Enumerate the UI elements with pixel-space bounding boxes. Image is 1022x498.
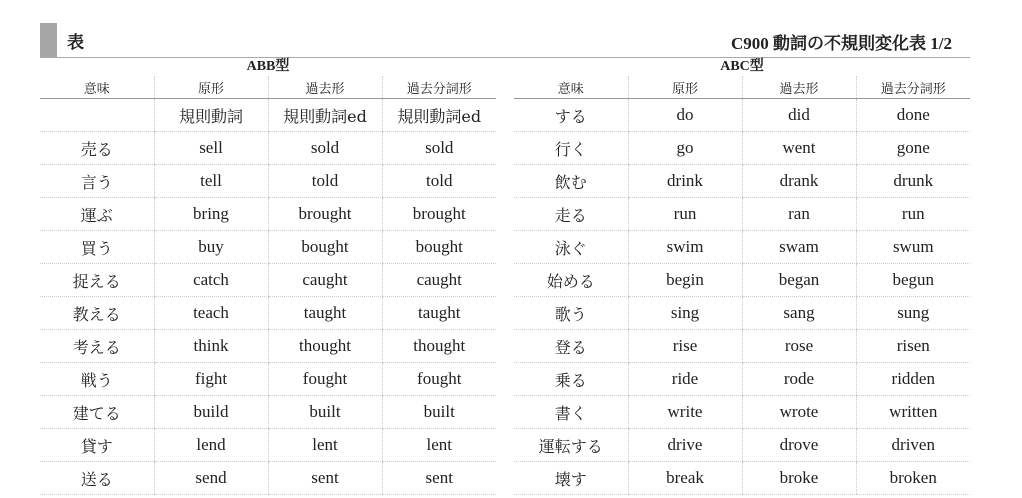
meaning-cell: 運転する xyxy=(514,429,628,462)
past-form-cell: taught xyxy=(268,297,382,330)
meaning-cell: 壊す xyxy=(514,462,628,495)
base-form-cell: break xyxy=(628,462,742,495)
past-participle-cell: gone xyxy=(856,132,970,165)
past-participle-cell: sent xyxy=(382,462,496,495)
table-row xyxy=(514,363,970,396)
past-form-cell: rode xyxy=(742,363,856,396)
past-participle-cell: drunk xyxy=(856,165,970,198)
past-form-cell: fought xyxy=(268,363,382,396)
table-row xyxy=(514,99,970,132)
past-form-cell: 規則動詞ed xyxy=(268,99,382,132)
table-row xyxy=(514,429,970,462)
col-header-meaning: 意味 xyxy=(514,76,628,99)
table-row xyxy=(514,330,970,363)
past-form-cell: ran xyxy=(742,198,856,231)
base-form-cell: build xyxy=(154,396,268,429)
col-header-past: 過去形 xyxy=(742,76,856,99)
col-header-past: 過去形 xyxy=(268,76,382,99)
meaning-cell: 泳ぐ xyxy=(514,231,628,264)
table-row xyxy=(514,165,970,198)
past-participle-cell: bought xyxy=(382,231,496,264)
table-row xyxy=(40,231,496,264)
meaning-cell: 走る xyxy=(514,198,628,231)
past-form-cell: lent xyxy=(268,429,382,462)
past-form-cell: sang xyxy=(742,297,856,330)
past-form-cell: went xyxy=(742,132,856,165)
table-row xyxy=(40,264,496,297)
abb-title: ABB型 xyxy=(246,59,290,74)
past-participle-cell: fought xyxy=(382,363,496,396)
base-form-cell: 規則動詞 xyxy=(154,99,268,132)
table-row xyxy=(40,198,496,231)
past-participle-cell: broken xyxy=(856,462,970,495)
base-form-cell: rise xyxy=(628,330,742,363)
table-row xyxy=(514,231,970,264)
table-row xyxy=(40,396,496,429)
past-participle-cell: driven xyxy=(856,429,970,462)
past-form-cell: caught xyxy=(268,264,382,297)
past-form-cell: drank xyxy=(742,165,856,198)
abc-title: ABC型 xyxy=(720,59,764,74)
base-form-cell: go xyxy=(628,132,742,165)
past-participle-cell: built xyxy=(382,396,496,429)
meaning-cell: 考える xyxy=(40,330,154,363)
base-form-cell: fight xyxy=(154,363,268,396)
meaning-cell: 飲む xyxy=(514,165,628,198)
table-row xyxy=(40,429,496,462)
base-form-cell: drink xyxy=(628,165,742,198)
abc-header-row xyxy=(514,76,970,99)
base-form-cell: think xyxy=(154,330,268,363)
base-form-cell: do xyxy=(628,99,742,132)
meaning-cell: 乗る xyxy=(514,363,628,396)
base-form-cell: sing xyxy=(628,297,742,330)
past-form-cell: built xyxy=(268,396,382,429)
table-row xyxy=(40,330,496,363)
page-title: C900 動詞の不規則変化表 1/2 xyxy=(731,34,952,53)
table-row xyxy=(40,132,496,165)
past-form-cell: wrote xyxy=(742,396,856,429)
past-form-cell: swam xyxy=(742,231,856,264)
past-participle-cell: told xyxy=(382,165,496,198)
past-form-cell: brought xyxy=(268,198,382,231)
past-form-cell: did xyxy=(742,99,856,132)
past-participle-cell: begun xyxy=(856,264,970,297)
meaning-cell: 捉える xyxy=(40,264,154,297)
base-form-cell: buy xyxy=(154,231,268,264)
meaning-cell: 買う xyxy=(40,231,154,264)
past-participle-cell: risen xyxy=(856,330,970,363)
past-participle-cell: caught xyxy=(382,264,496,297)
table-row xyxy=(514,297,970,330)
past-form-cell: thought xyxy=(268,330,382,363)
base-form-cell: bring xyxy=(154,198,268,231)
base-form-cell: send xyxy=(154,462,268,495)
meaning-cell: 貸す xyxy=(40,429,154,462)
abc-table xyxy=(514,76,970,495)
table-row xyxy=(514,264,970,297)
base-form-cell: begin xyxy=(628,264,742,297)
meaning-cell: 言う xyxy=(40,165,154,198)
past-participle-cell: swum xyxy=(856,231,970,264)
past-form-cell: told xyxy=(268,165,382,198)
table-row xyxy=(514,132,970,165)
past-form-cell: sent xyxy=(268,462,382,495)
meaning-cell: 戦う xyxy=(40,363,154,396)
base-form-cell: run xyxy=(628,198,742,231)
past-participle-cell: brought xyxy=(382,198,496,231)
meaning-cell: 登る xyxy=(514,330,628,363)
past-participle-cell: sung xyxy=(856,297,970,330)
meaning-cell: 送る xyxy=(40,462,154,495)
table-row xyxy=(514,462,970,495)
base-form-cell: catch xyxy=(154,264,268,297)
past-participle-cell: thought xyxy=(382,330,496,363)
meaning-cell xyxy=(40,99,154,132)
past-participle-cell: lent xyxy=(382,429,496,462)
past-participle-cell: 規則動詞ed xyxy=(382,99,496,132)
abb-header-row xyxy=(40,76,496,99)
past-participle-cell: done xyxy=(856,99,970,132)
table-row xyxy=(40,462,496,495)
page-header xyxy=(40,23,970,58)
past-participle-cell: sold xyxy=(382,132,496,165)
table-row xyxy=(40,297,496,330)
meaning-cell: 行く xyxy=(514,132,628,165)
col-header-base: 原形 xyxy=(154,76,268,99)
base-form-cell: ride xyxy=(628,363,742,396)
table-row xyxy=(514,198,970,231)
meaning-cell: 歌う xyxy=(514,297,628,330)
col-header-base: 原形 xyxy=(628,76,742,99)
abc-section xyxy=(514,58,970,495)
table-row xyxy=(514,396,970,429)
past-form-cell: rose xyxy=(742,330,856,363)
meaning-cell: 書く xyxy=(514,396,628,429)
meaning-cell: 売る xyxy=(40,132,154,165)
col-header-past-participle: 過去分詞形 xyxy=(856,76,970,99)
col-header-past-participle: 過去分詞形 xyxy=(382,76,496,99)
table-row xyxy=(40,363,496,396)
meaning-cell: 始める xyxy=(514,264,628,297)
past-participle-cell: taught xyxy=(382,297,496,330)
past-participle-cell: written xyxy=(856,396,970,429)
base-form-cell: tell xyxy=(154,165,268,198)
meaning-cell: 建てる xyxy=(40,396,154,429)
past-form-cell: drove xyxy=(742,429,856,462)
header-accent-bar xyxy=(40,23,57,57)
meaning-cell: する xyxy=(514,99,628,132)
base-form-cell: sell xyxy=(154,132,268,165)
meaning-cell: 教える xyxy=(40,297,154,330)
past-participle-cell: ridden xyxy=(856,363,970,396)
base-form-cell: lend xyxy=(154,429,268,462)
base-form-cell: teach xyxy=(154,297,268,330)
abb-section xyxy=(40,58,496,495)
abb-table xyxy=(40,76,496,495)
base-form-cell: write xyxy=(628,396,742,429)
section-label: 表 xyxy=(67,33,84,53)
table-row xyxy=(40,165,496,198)
past-form-cell: sold xyxy=(268,132,382,165)
meaning-cell: 運ぶ xyxy=(40,198,154,231)
table-row xyxy=(40,99,496,132)
past-participle-cell: run xyxy=(856,198,970,231)
past-form-cell: broke xyxy=(742,462,856,495)
col-header-meaning: 意味 xyxy=(40,76,154,99)
past-form-cell: bought xyxy=(268,231,382,264)
base-form-cell: drive xyxy=(628,429,742,462)
past-form-cell: began xyxy=(742,264,856,297)
base-form-cell: swim xyxy=(628,231,742,264)
